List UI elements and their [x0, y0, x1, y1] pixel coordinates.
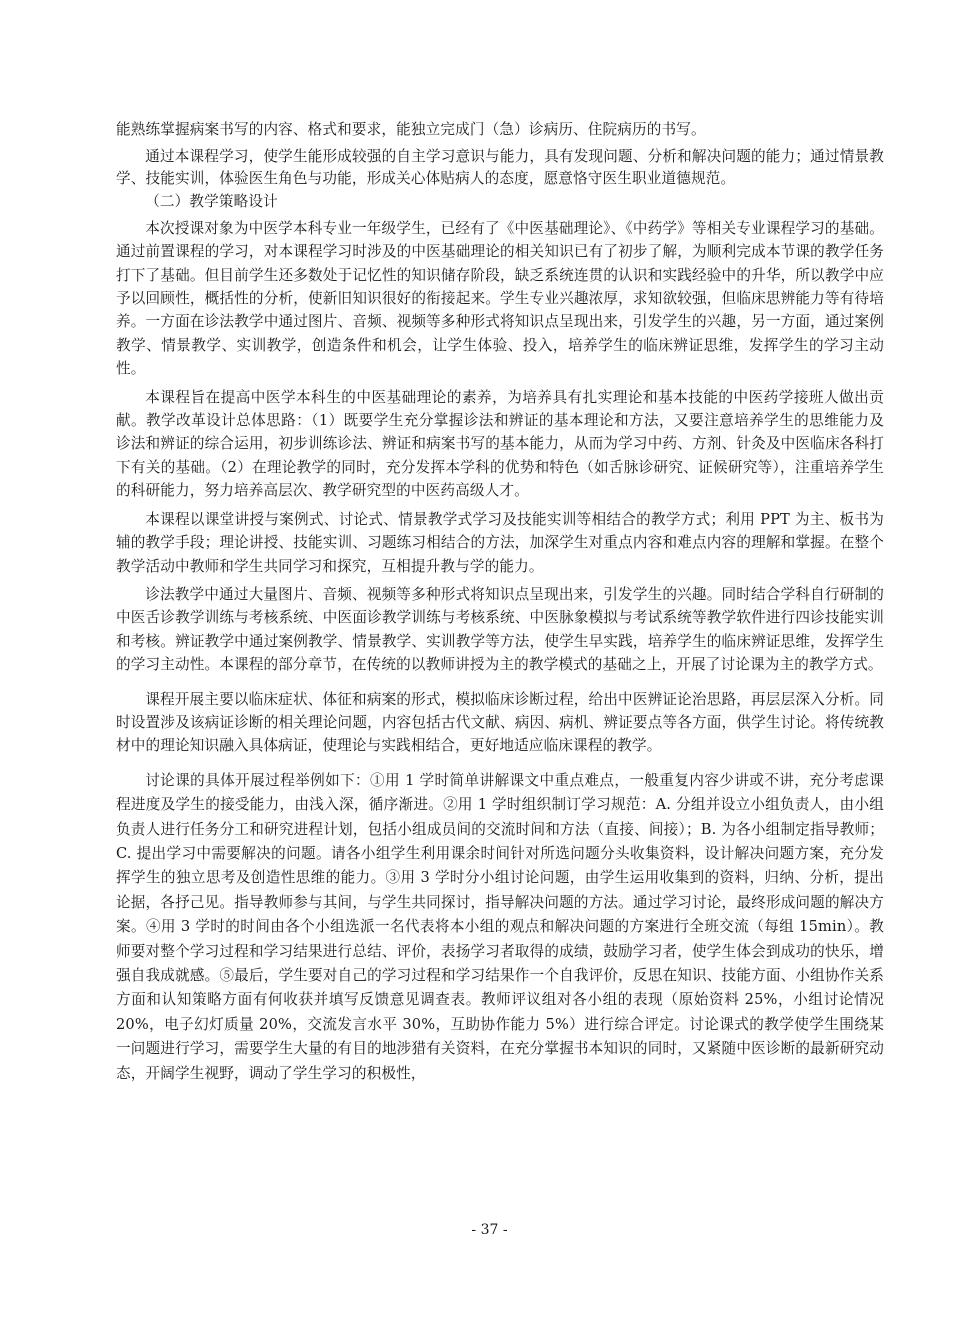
paragraph-course-goals: 通过本课程学习，使学生能形成较强的自主学习意识与能力，具有发现问题、分析和解决问题的能力；通过情景教学、技能实训，体验医生角色与功能，形成关心体贴病人的态度，愿意恪守医生职业道德规范。	[116, 148, 884, 187]
paragraph-continuation: 能熟练掌握病案书写的内容、格式和要求，能独立完成门（急）诊病历、住院病历的书写。	[116, 121, 706, 138]
document-body	[116, 118, 884, 1086]
paragraph-course-aims: 本课程旨在提高中医学本科生的中医基础理论的素养，为培养具有扎实理论和基本技能的中医药学接班人做出贡献。教学改革设计总体思路：（1）既要学生充分掌握诊法和辨证的基本理论和方法，又要注意培养学生的思维能力及诊法和辨证的综合运用，初步训练诊法、辨证和病案书写的基本能力，从而为学习中药、方剂、针灸及中医临床各科打下有关的基础。（2）在理论教学的同时，充分发挥本学科的优势和特色（如舌脉诊研究、证候研究等），注重培养学生的科研能力，努力培养高层次、教学研究型的中医药高级人才。	[116, 388, 884, 500]
section-heading-teaching-strategy: （二）教学策略设计	[145, 193, 278, 211]
paragraph-clinical-cases: 课程开展主要以临床症状、体征和病案的形式，模拟临床诊断过程，给出中医辨证论治思路，再层层深入分析。同时设置涉及该病证诊断的相关理论问题，内容包括古代文献、病因、病机、辨证要点等各方面，供学生讨论。将传统教材中的理论知识融入具体病证，使理论与实践相结合，更好地适应临床课程的教学。	[116, 690, 884, 755]
paragraph-students: 本次授课对象为中医学本科专业一年级学生，已经有了《中医基础理论》、《中药学》等相关专业课程学习的基础。通过前置课程的学习，对本课程学习时涉及的中医基础理论的相关知识已有了初步了解，为顺利完成本节课的教学任务打下了基础。但目前学生还多数处于记忆性的知识储存阶段，缺乏系统连贯的认识和实践经验中的升华，所以教学中应予以回顾性，概括性的分析，使新旧知识很好的衔接起来。学生专业兴趣浓厚，求知欲较强，但临床思辨能力等有待培养。一方面在诊法教学中通过图片、音频、视频等多种形式将知识点呈现出来，引发学生的兴趣，另一方面，通过案例教学、情景教学、实训教学，创造条件和机会，让学生体验、投入，培养学生的临床辨证思维，发挥学生的学习主动性。	[116, 219, 884, 378]
page-number: - 37 -	[471, 1222, 508, 1238]
paragraph-teaching-methods: 本课程以课堂讲授与案例式、讨论式、情景教学式学习及技能实训等相结合的教学方式；利用 PPT 为主、板书为辅的教学手段；理论讲授、技能实训、习题练习相结合的方法，加深学生对重点内容和难点内容的理解和掌握。在整个教学活动中教师和学生共同学习和探究，互相提升教与学的能力。	[116, 510, 884, 575]
paragraph-diagnosis-teaching: 诊法教学中通过大量图片、音频、视频等多种形式将知识点呈现出来，引发学生的兴趣。同时结合学科自行研制的中医舌诊教学训练与考核系统、中医面诊教学训练与考核系统、中医脉象模拟与考试系统等教学软件进行四诊技能实训和考核。辨证教学中通过案例教学、情景教学、实训教学等方法，使学生早实践，培养学生的临床辨证思维，发挥学生的学习主动性。本课程的部分章节，在传统的以教师讲授为主的教学模式的基础之上，开展了讨论课为主的教学方式。	[116, 585, 884, 674]
paragraph-discussion-process: 讨论课的具体开展过程举例如下：①用 1 学时简单讲解课文中重点难点，一般重复内容少讲或不讲，充分考虑课程进度及学生的接受能力，由浅入深，循序渐进。②用 1 学时组织制订学习规范：A. 分组并设立小组负责人，由小组负责人进行任务分工和研究进程计划，包括小组成员间的交流时间和方法（直接、间接）；B. 为各小组制定指导教师；C. 提出学习中需要解决的问题。请各小组学生利用课余时间针对所选问题分头收集资料，设计解决问题方案，充分发挥学生的独立思考及创造性思维的能力。③用 3 学时分小组讨论问题，由学生运用收集到的资料，归纳、分析，提出论据，各抒己见。指导教师参与其间，与学生共同探讨，指导解决问题的方法。通过学习讨论，最终形成问题的解决方案。④用 3 学时的时间由各个小组选派一名代表将本小组的观点和解决问题的方案进行全班交流（每组 15min）。教师要对整个学习过程和学习结果进行总结、评价，表扬学习者取得的成绩，鼓励学习者，使学生体会到成功的快乐，增强自我成就感。⑤最后，学生要对自己的学习过程和学习结果作一个自我评价，反思在知识、技能方面、小组协作关系方面和认知策略方面有何收获并填写反馈意见调查表。教师评议组对各小组的表现（原始资料 25%，小组讨论情况 20%，电子幻灯质量 20%，交流发言水平 30%，互助协作能力 5%）进行综合评定。讨论课式的教学使学生围绕某一问题进行学习，需要学生大量的有目的地涉猎有关资料，在充分掌握书本知识的同时，又紧随中医诊断的最新研究动态，开阔学生视野，调动了学生学习的积极性，	[116, 771, 884, 1082]
